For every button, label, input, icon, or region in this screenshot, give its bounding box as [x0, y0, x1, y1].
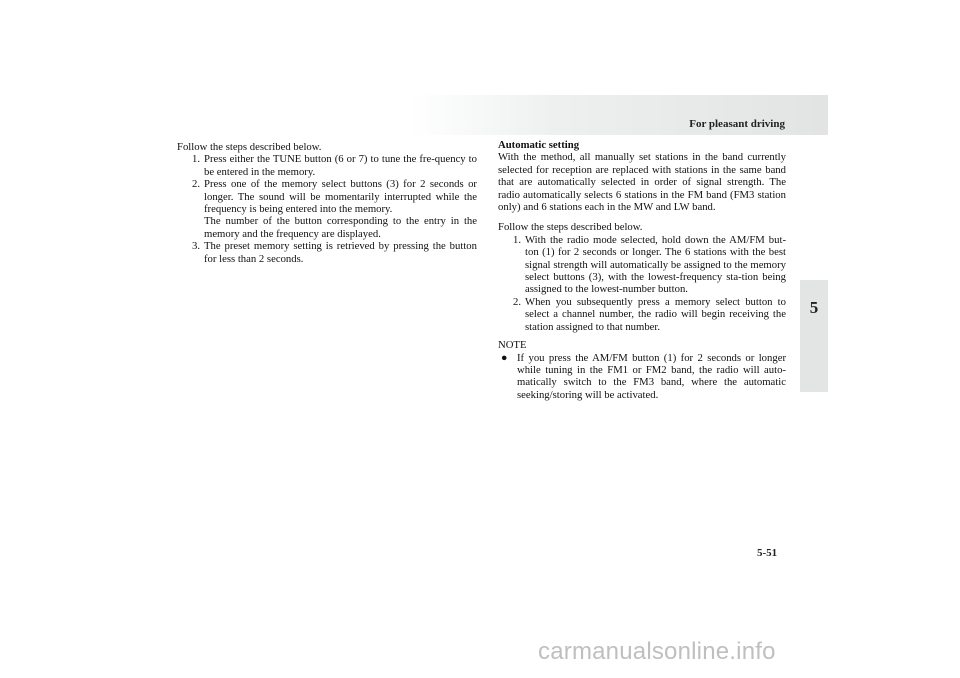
step-number: 3. [191, 240, 200, 253]
section-title: For pleasant driving [689, 118, 785, 130]
step-text: With the radio mode selected, hold down the AM/FM but-ton (1) for 2 seconds or longer. The 6 stations with the best signal strength will automatically be assigned to the memory select buttons (3), with the lowest-frequency sta-tion being assigned to the lowest-number button. [525, 233, 786, 296]
step-number: 1. [191, 153, 200, 166]
step-number: 2. [191, 178, 200, 191]
left-step-3 [177, 240, 477, 265]
step-2-extra: The number of the button corresponding to the entry in the memory and the frequency are displayed. [204, 215, 477, 240]
left-column [177, 141, 477, 265]
step-number: 1. [512, 233, 521, 246]
step-text: When you subsequently press a memory select button to select a channel number, the radio will begin receiving the station assigned to that number. [525, 295, 786, 333]
right-step-2 [498, 296, 786, 333]
note-text: If you press the AM/FM button (1) for 2 seconds or longer while tuning in the FM1 or FM2 band, the radio will auto-matically switch to the FM3 band, where the automatic seeking/storing will be activated. [517, 351, 786, 401]
right-step-1 [498, 234, 786, 296]
chapter-number: 5 [809, 298, 819, 317]
section-heading: Automatic setting [498, 139, 580, 151]
bullet-icon: ● [501, 351, 508, 364]
step-text: Press either the TUNE button (6 or 7) to tune the fre-quency to be entered in the memory. [204, 153, 477, 178]
left-intro: Follow the steps described below. [177, 141, 322, 153]
step-text: Press one of the memory select buttons (3) for 2 seconds or longer. The sound will be momentarily interrupted while the frequency is being entered into the memory. [204, 178, 477, 216]
left-step-1 [177, 153, 477, 178]
automatic-setting-paragraph: With the method, all manually set stations in the band currently selected for reception are replaced with stations in the same band that are automatically selected in order of signal strength. The radio automatically selects 6 stations in the FM band (FM3 station only) and 6 stations each in the MW and LW band. [498, 151, 786, 214]
left-step-2 [177, 178, 477, 215]
step-text: The preset memory setting is retrieved by pressing the button for less than 2 seconds. [204, 240, 477, 265]
watermark: carmanualsonline.info [538, 638, 776, 665]
note-item [498, 352, 786, 402]
note-label: NOTE [498, 339, 527, 352]
page-number: 5-51 [757, 547, 778, 559]
chapter-tab [800, 280, 828, 392]
right-intro: Follow the steps described below. [498, 221, 643, 234]
step-number: 2. [512, 295, 521, 308]
right-column [498, 139, 786, 401]
